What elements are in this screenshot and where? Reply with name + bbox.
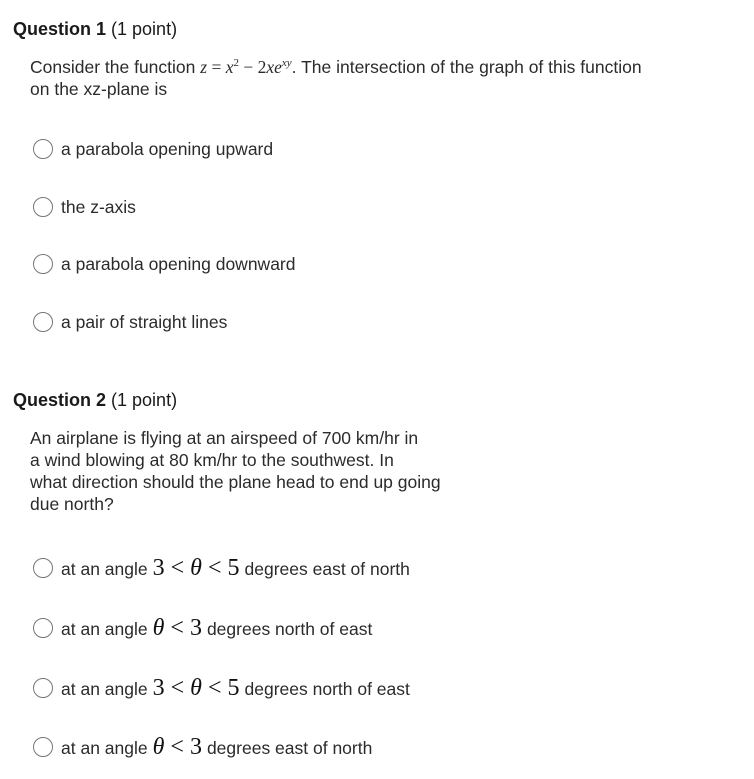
math-lower: 3 < (152, 554, 191, 581)
angle-range (153, 734, 202, 761)
option-prefix: at an angle (61, 618, 148, 639)
angle-range (153, 615, 202, 642)
option-suffix: degrees east of north (244, 558, 410, 579)
stem-line-1: An airplane is flying at an airspeed of 700 km/hr in (30, 428, 419, 448)
function-formula (200, 57, 291, 77)
answer-option[interactable] (33, 614, 372, 642)
option-suffix: degrees east of north (206, 737, 373, 758)
stem-line-2: a wind blowing at 80 km/hr to the southwest. In (30, 450, 394, 470)
option-label (61, 555, 410, 582)
angle-range (153, 555, 240, 582)
radio-button[interactable] (33, 737, 53, 757)
question-points: (1 point) (111, 19, 178, 39)
option-prefix: at an angle (61, 678, 148, 699)
math-theta: θ (190, 674, 202, 701)
answer-option[interactable] (33, 554, 410, 582)
question-points: (1 point) (111, 390, 178, 410)
answer-option[interactable] (33, 135, 273, 163)
option-label: a pair of straight lines (61, 311, 228, 332)
option-label (61, 675, 410, 702)
math-lower: 3 < (152, 674, 191, 701)
stem-line-4: due north? (30, 494, 114, 514)
answer-option[interactable] (33, 674, 410, 702)
stem-line-2: on the xz-plane is (30, 79, 168, 99)
option-suffix: degrees north of east (244, 678, 410, 699)
question-stem (30, 427, 441, 515)
question-stem (30, 56, 642, 100)
option-label (61, 615, 372, 642)
answer-option[interactable] (33, 308, 227, 336)
option-label: the z-axis (61, 196, 136, 217)
math-theta: θ (190, 554, 202, 581)
math-minus-2: − 2 (238, 57, 267, 77)
option-suffix: degrees north of east (206, 618, 373, 639)
radio-button[interactable] (33, 197, 53, 217)
stem-text-before: Consider the function (30, 57, 201, 77)
option-prefix: at an angle (61, 737, 148, 758)
question-title: Question 1 (13, 19, 107, 39)
question-title: Question 2 (13, 390, 107, 410)
radio-button[interactable] (33, 312, 53, 332)
math-z: z (200, 57, 208, 77)
radio-button[interactable] (33, 254, 53, 274)
radio-button[interactable] (33, 678, 53, 698)
math-upper: < 3 (164, 614, 202, 641)
math-exponent-2: 2 (233, 57, 239, 69)
question-header (13, 18, 177, 40)
answer-option[interactable] (33, 733, 372, 761)
option-label: a parabola opening downward (61, 253, 296, 274)
math-theta: θ (152, 733, 165, 760)
math-upper: < 5 (201, 674, 240, 701)
answer-option[interactable] (33, 193, 136, 221)
radio-button[interactable] (33, 618, 53, 638)
math-upper: < 5 (201, 554, 240, 581)
radio-button[interactable] (33, 139, 53, 159)
math-xe: xe (266, 57, 282, 77)
answer-option[interactable] (33, 250, 295, 278)
question-header (13, 389, 177, 411)
option-label (61, 734, 372, 761)
stem-line-3: what direction should the plane head to end up going (30, 472, 441, 492)
option-label: a parabola opening upward (61, 138, 274, 159)
math-x: x (225, 57, 234, 77)
radio-button[interactable] (33, 558, 53, 578)
stem-line-1 (30, 56, 642, 78)
math-theta: θ (152, 614, 165, 641)
math-exponent-xy: xy (281, 57, 292, 69)
angle-range (153, 675, 240, 702)
math-upper: < 3 (164, 733, 202, 760)
math-equals: = (207, 57, 226, 77)
stem-text-after: . The intersection of the graph of this function (291, 57, 642, 77)
option-prefix: at an angle (61, 558, 148, 579)
